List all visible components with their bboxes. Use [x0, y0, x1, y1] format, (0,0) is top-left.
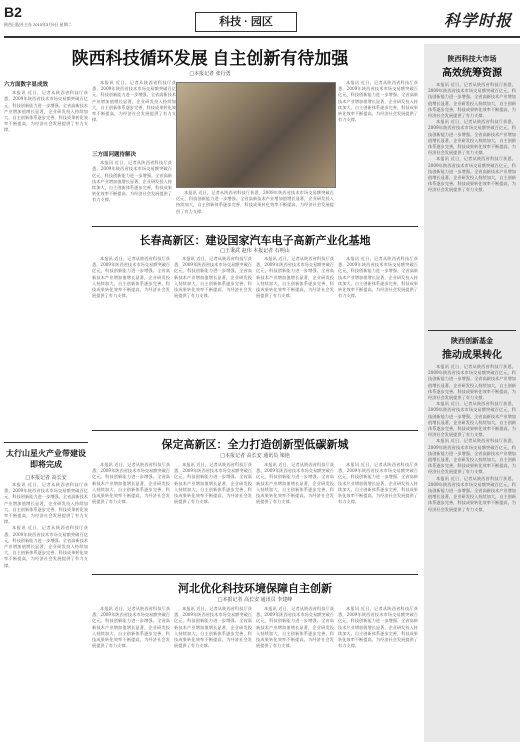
article-1-text: 本报讯 近日，记者从陕西省科技厅获悉，2009年陕西省技术市场交易额突破百亿元，科技创新能力进一步增强。全省高新技术产业增加值增长显著，企业研发投入持续加大，自主创新体系逐步完善，科技成果转化效率不断提高，为经济社会发展提供了有力支撑。: [176, 190, 334, 214]
sidebar-paragraph: 本报讯 近日，记者从陕西省科技厅获悉，2009年陕西省技术市场交易额突破百亿元，科技创新能力进一步增强。全省高新技术产业增加值增长显著，企业研发投入持续加大，自主创新体系逐步完善，科技成果转化效率不断提高，为经济社会发展提供了有力支撑。: [428, 364, 516, 401]
divider-2: [92, 430, 418, 431]
article-1-text: 本报讯 近日，记者从陕西省科技厅获悉，2009年陕西省技术市场交易额突破百亿元，科技创新能力进一步增强。全省高新技术产业增加值增长显著，企业研发投入持续加大，自主创新体系逐步完善，科技成果转化效率不断提高，为经济社会发展提供了有力支撑。: [92, 160, 172, 203]
subhead-2: 三方面问题待解决: [92, 152, 137, 158]
divider-left: [4, 442, 88, 443]
article-photo: [176, 82, 336, 188]
sidebar-title-1: 高效统筹资源: [442, 68, 502, 79]
article-3-text: 本报讯 近日，记者从陕西省科技厅获悉，2009年陕西省技术市场交易额突破百亿元，科技创新能力进一步增强。全省高新技术产业增加值增长显著，企业研发投入持续加大，自主创新体系逐步完善，科技成果转化效率不断提高，为经济社会发展提供了有力支撑。: [92, 462, 170, 505]
byline-3: □本报记者 高长安 通讯员 梁艳: [220, 453, 290, 459]
article-3-col-4: [338, 462, 418, 568]
sidebar-divider: [428, 330, 516, 331]
sidebar-paragraph: 本报讯 近日，记者从陕西省科技厅获悉，2009年陕西省技术市场交易额突破百亿元，科技创新能力进一步增强。全省高新技术产业增加值增长显著，企业研发投入持续加大，自主创新体系逐步完善，科技成果转化效率不断提高，为经济社会发展提供了有力支撑。: [428, 119, 516, 156]
article-1-col-1: [4, 80, 88, 440]
sidebar-paragraph: 本报讯 近日，记者从陕西省科技厅获悉，2009年陕西省技术市场交易额突破百亿元，科技创新能力进一步增强。全省高新技术产业增加值增长显著，企业研发投入持续加大，自主创新体系逐步完善，科技成果转化效率不断提高，为经济社会发展提供了有力支撑。: [428, 401, 516, 438]
article-2-text: 本报讯 近日，记者从陕西省科技厅获悉，2009年陕西省技术市场交易额突破百亿元，科技创新能力进一步增强。全省高新技术产业增加值增长显著，企业研发投入持续加大，自主创新体系逐步完善，科技成果转化效率不断提高，为经济社会发展提供了有力支撑。: [256, 256, 334, 299]
article-5-text: 本报讯 近日，记者从陕西省科技厅获悉，2009年陕西省技术市场交易额突破百亿元，科技创新能力进一步增强。全省高新技术产业增加值增长显著，企业研发投入持续加大，自主创新体系逐步完善，科技成果转化效率不断提高，为经济社会发展提供了有力支撑。: [4, 525, 88, 568]
sidebar-text-1: [428, 82, 516, 316]
article-5-col-1: [4, 482, 88, 742]
article-2-col-2: [174, 256, 252, 424]
article-3-text: 本报讯 近日，记者从陕西省科技厅获悉，2009年陕西省技术市场交易额突破百亿元，科技创新能力进一步增强。全省高新技术产业增加值增长显著，企业研发投入持续加大，自主创新体系逐步完善，科技成果转化效率不断提高，为经济社会发展提供了有力支撑。: [174, 462, 252, 505]
article-5-text: 本报讯 近日，记者从陕西省科技厅获悉，2009年陕西省技术市场交易额突破百亿元，科技创新能力进一步增强。全省高新技术产业增加值增长显著，企业研发投入持续加大，自主创新体系逐步完善，科技成果转化效率不断提高，为经济社会发展提供了有力支撑。: [4, 482, 88, 525]
divider-3: [92, 574, 418, 575]
headline-4: 河北优化科技环境保障自主创新: [178, 583, 332, 595]
sidebar-paragraph: 本报讯 近日，记者从陕西省科技厅获悉，2009年陕西省技术市场交易额突破百亿元，科技创新能力进一步增强。全省高新技术产业增加值增长显著，企业研发投入持续加大，自主创新体系逐步完善，科技成果转化效率不断提高，为经济社会发展提供了有力支撑。: [428, 82, 516, 119]
byline-4: □本报记者 高长安 通讯员 李建峰: [217, 597, 293, 603]
article-2-text: 本报讯 近日，记者从陕西省科技厅获悉，2009年陕西省技术市场交易额突破百亿元，科技创新能力进一步增强。全省高新技术产业增加值增长显著，企业研发投入持续加大，自主创新体系逐步完善，科技成果转化效率不断提高，为经济社会发展提供了有力支撑。: [174, 256, 252, 299]
article-4-text: 本报讯 近日，记者从陕西省科技厅获悉，2009年陕西省技术市场交易额突破百亿元，科技创新能力进一步增强。全省高新技术产业增加值增长显著，企业研发投入持续加大，自主创新体系逐步完善，科技成果转化效率不断提高，为经济社会发展提供了有力支撑。: [92, 606, 170, 649]
article-4-col-3: [256, 606, 334, 742]
article-2-col-1: [92, 256, 170, 424]
article-2-text: 本报讯 近日，记者从陕西省科技厅获悉，2009年陕西省技术市场交易额突破百亿元，科技创新能力进一步增强。全省高新技术产业增加值增长显著，企业研发投入持续加大，自主创新体系逐步完善，科技成果转化效率不断提高，为经济社会发展提供了有力支撑。: [338, 256, 418, 299]
byline-2: □王秉武 赵伟 本报记者 石明山: [220, 248, 290, 254]
article-4-text: 本报讯 近日，记者从陕西省科技厅获悉，2009年陕西省技术市场交易额突破百亿元，科技创新能力进一步增强。全省高新技术产业增加值增长显著，企业研发投入持续加大，自主创新体系逐步完善，科技成果转化效率不断提高，为经济社会发展提供了有力支撑。: [256, 606, 334, 649]
divider-1: [92, 226, 418, 227]
article-1-col-5: [176, 190, 334, 226]
article-4-text: 本报讯 近日，记者从陕西省科技厅获悉，2009年陕西省技术市场交易额突破百亿元，科技创新能力进一步增强。全省高新技术产业增加值增长显著，企业研发投入持续加大，自主创新体系逐步完善，科技成果转化效率不断提高，为经济社会发展提供了有力支撑。: [338, 606, 418, 649]
subhead-1: 六方面数字显成效: [4, 82, 49, 88]
article-1-text: 本报讯 近日，记者从陕西省科技厅获悉，2009年陕西省技术市场交易额突破百亿元，科技创新能力进一步增强。全省高新技术产业增加值增长显著，企业研发投入持续加大，自主创新体系逐步完善，科技成果转化效率不断提高，为经济社会发展提供了有力支撑。: [4, 90, 88, 133]
sidebar-text-2: [428, 364, 516, 738]
article-1-text: 本报讯 近日，记者从陕西省科技厅获悉，2009年陕西省技术市场交易额突破百亿元，科技创新能力进一步增强。全省高新技术产业增加值增长显著，企业研发投入持续加大，自主创新体系逐步完善，科技成果转化效率不断提高，为经济社会发展提供了有力支撑。: [338, 80, 418, 123]
page-code: B2: [4, 4, 22, 20]
headline-5: 太行山星火产业带建设即将完成: [6, 449, 86, 469]
headline-3: 保定高新区：全力打造创新型低碳新城: [161, 439, 349, 451]
article-4-text: 本报讯 近日，记者从陕西省科技厅获悉，2009年陕西省技术市场交易额突破百亿元，科技创新能力进一步增强。全省高新技术产业增加值增长显著，企业研发投入持续加大，自主创新体系逐步完善，科技成果转化效率不断提高，为经济社会发展提供了有力支撑。: [174, 606, 252, 649]
sidebar-paragraph: 本报讯 近日，记者从陕西省科技厅获悉，2009年陕西省技术市场交易额突破百亿元，科技创新能力进一步增强。全省高新技术产业增加值增长显著，企业研发投入持续加大，自主创新体系逐步完善，科技成果转化效率不断提高，为经济社会发展提供了有力支撑。: [428, 438, 516, 475]
sidebar-kicker-1: 陕西科技大市场: [447, 56, 497, 63]
article-1-col-2b: [92, 150, 172, 220]
sidebar-paragraph: 本报讯 近日，记者从陕西省科技厅获悉，2009年陕西省技术市场交易额突破百亿元，科技创新能力进一步增强。全省高新技术产业增加值增长显著，企业研发投入持续加大，自主创新体系逐步完善，科技成果转化效率不断提高，为经济社会发展提供了有力支撑。: [428, 156, 516, 193]
masthead-meta: 陕西日报社主办 2010年3月9日 星期二: [4, 22, 72, 27]
sidebar-paragraph: 本报讯 近日，记者从陕西省科技厅获悉，2009年陕西省技术市场交易额突破百亿元，科技创新能力进一步增强。全省高新技术产业增加值增长显著，企业研发投入持续加大，自主创新体系逐步完善，科技成果转化效率不断提高，为经济社会发展提供了有力支撑。: [428, 475, 516, 512]
article-3-col-3: [256, 462, 334, 568]
article-3-text: 本报讯 近日，记者从陕西省科技厅获悉，2009年陕西省技术市场交易额突破百亿元，科技创新能力进一步增强。全省高新技术产业增加值增长显著，企业研发投入持续加大，自主创新体系逐步完善，科技成果转化效率不断提高，为经济社会发展提供了有力支撑。: [338, 462, 418, 505]
byline-1: □本报记者 张行勇: [189, 71, 231, 77]
article-2-col-4: [338, 256, 418, 424]
sidebar-title-2: 推动成果转化: [442, 350, 502, 361]
article-4-col-4: [338, 606, 418, 742]
article-2-text: 本报讯 近日，记者从陕西省科技厅获悉，2009年陕西省技术市场交易额突破百亿元，科技创新能力进一步增强。全省高新技术产业增加值增长显著，企业研发投入持续加大，自主创新体系逐步完善，科技成果转化效率不断提高，为经济社会发展提供了有力支撑。: [92, 256, 170, 299]
headline-2: 长春高新区：建设国家汽车电子高新产业化基地: [139, 235, 371, 247]
headline-1: 陕西科技循环发展 自主创新有待加强: [71, 49, 349, 68]
article-3-text: 本报讯 近日，记者从陕西省科技厅获悉，2009年陕西省技术市场交易额突破百亿元，科技创新能力进一步增强。全省高新技术产业增加值增长显著，企业研发投入持续加大，自主创新体系逐步完善，科技成果转化效率不断提高，为经济社会发展提供了有力支撑。: [256, 462, 334, 505]
byline-5: □本报记者 高长安: [25, 475, 67, 481]
article-1-col-4: [338, 80, 418, 224]
section-label: 科技 · 园区: [195, 12, 297, 32]
article-3-col-1: [92, 462, 170, 568]
newspaper-logo: 科学时报: [444, 11, 513, 30]
article-1-text: 本报讯 近日，记者从陕西省科技厅获悉，2009年陕西省技术市场交易额突破百亿元，科技创新能力进一步增强。全省高新技术产业增加值增长显著，企业研发投入持续加大，自主创新体系逐步完善，科技成果转化效率不断提高，为经济社会发展提供了有力支撑。: [92, 80, 176, 123]
article-2-col-3: [256, 256, 334, 424]
header-rule: [4, 36, 520, 38]
article-4-col-2: [174, 606, 252, 742]
article-4-col-1: [92, 606, 170, 742]
article-3-col-2: [174, 462, 252, 568]
sidebar-kicker-2: 陕西创新基金: [451, 338, 493, 345]
